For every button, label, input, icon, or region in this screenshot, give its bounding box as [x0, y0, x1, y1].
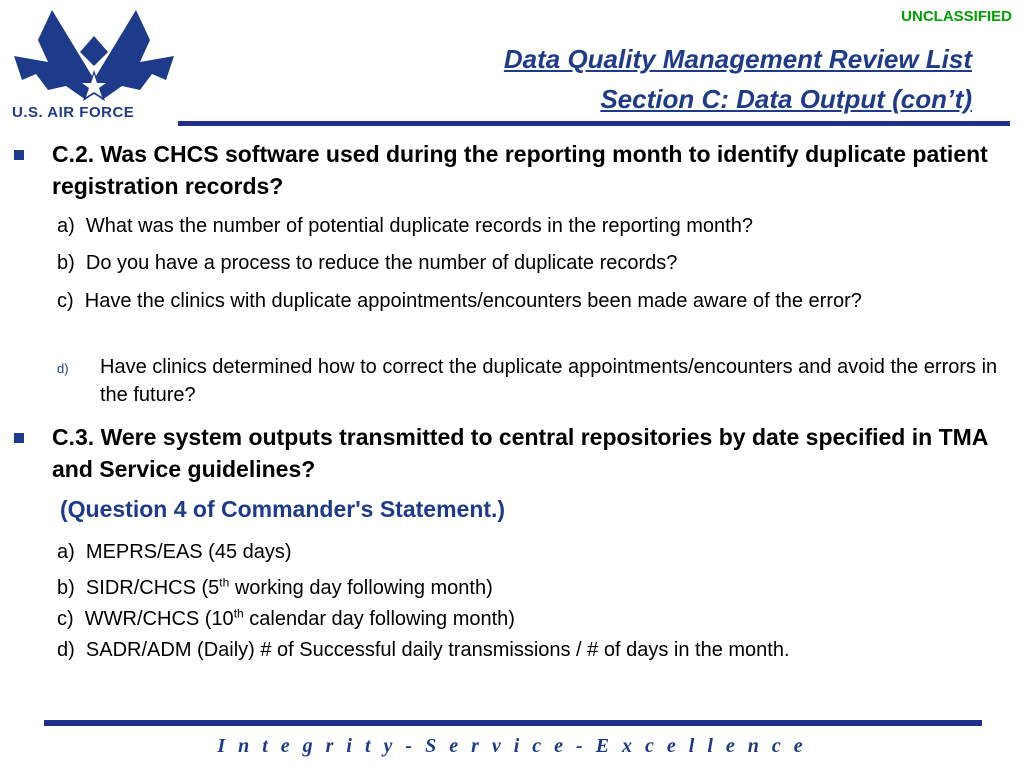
list-item — [57, 574, 493, 602]
item-label: d) — [57, 639, 75, 661]
list-item — [57, 605, 515, 633]
item-label: a) — [57, 215, 75, 237]
item-label: c) — [57, 608, 74, 630]
item-text: WWR/CHCS (10th calendar day following month) — [84, 606, 515, 630]
list-item — [57, 212, 753, 240]
item-label: c) — [57, 290, 74, 312]
item-text: SIDR/CHCS (5th working day following month) — [85, 575, 493, 599]
question-c2: C.2. Was CHCS software used during the reporting month to identify duplicate patient registration records? — [52, 141, 988, 199]
item-label: a) — [57, 541, 75, 563]
footer-divider — [44, 720, 982, 726]
square-bullet-icon — [14, 433, 24, 443]
item-text: What was the number of potential duplicate records in the reporting month? — [85, 215, 753, 237]
item-text: SADR/ADM (Daily) # of Successful daily transmissions / # of days in the month. — [85, 639, 790, 661]
list-item — [57, 287, 1024, 315]
page-subtitle: Section C: Data Output (con’t) — [600, 84, 972, 114]
item-label: b) — [57, 577, 75, 599]
question-c3: C.3. Were system outputs transmitted to central repositories by date specified in TMA and Service guidelines? — [52, 424, 988, 482]
header-divider — [178, 121, 1010, 126]
list-item — [57, 636, 790, 664]
footer-motto: I n t e g r i t y - S e r v i c e - E x c e l l e n c e — [217, 735, 807, 757]
list-item — [57, 538, 292, 566]
item-text: Have the clinics with duplicate appointments/encounters been made aware of the error? — [84, 290, 862, 312]
item-text: Have clinics determined how to correct the duplicate appointments/encounters and avoid the errors in the future? — [100, 356, 998, 406]
square-bullet-icon — [14, 150, 24, 160]
item-label: d) — [57, 361, 69, 376]
question-note: (Question 4 of Commander's Statement.) — [60, 496, 506, 522]
item-label: b) — [57, 252, 75, 274]
item-text: Do you have a process to reduce the number of duplicate records? — [85, 252, 678, 274]
classification-label: UNCLASSIFIED — [901, 8, 1012, 25]
item-text: MEPRS/EAS (45 days) — [85, 541, 292, 563]
logo-text: U.S. AIR FORCE — [12, 104, 135, 121]
list-item — [57, 249, 677, 277]
page-title: Data Quality Management Review List — [503, 44, 972, 74]
